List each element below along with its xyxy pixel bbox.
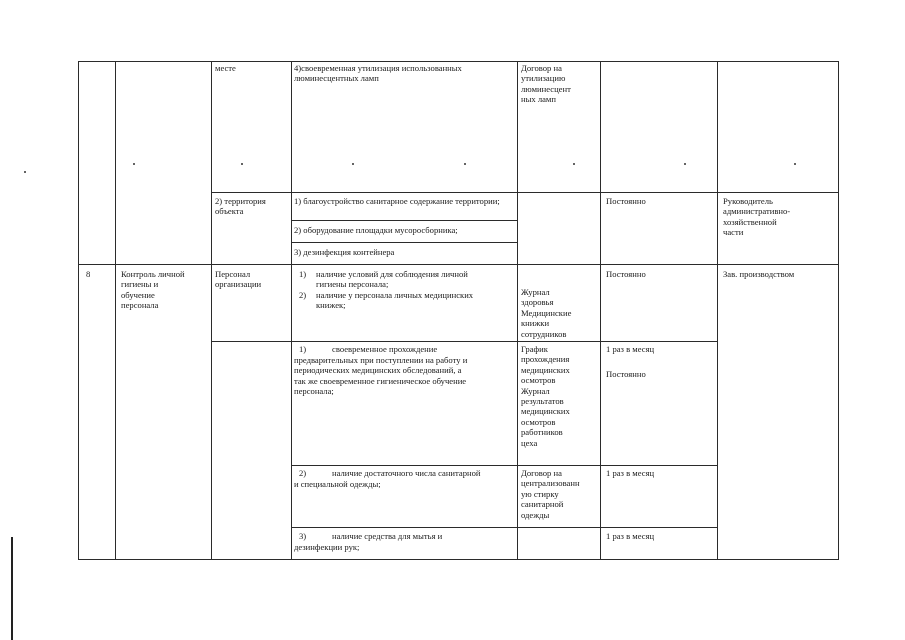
responsible-cell: Руководитель административно- хозяйственной части xyxy=(723,196,791,238)
list-number: 3) xyxy=(299,531,307,541)
column-divider xyxy=(115,61,116,560)
list-item-lead: наличие средства для мытья и xyxy=(332,531,443,541)
scan-speck xyxy=(573,163,575,165)
column-divider xyxy=(517,61,518,560)
period-cell: Постоянно xyxy=(606,196,646,206)
period-cell: Постоянно xyxy=(606,269,646,279)
row-divider xyxy=(291,465,718,466)
list-number: 1) xyxy=(299,344,307,354)
object-cell: Персонал организации xyxy=(215,269,262,290)
cell-divider xyxy=(291,242,517,243)
row-divider xyxy=(291,527,718,528)
table-bottom-border xyxy=(78,559,839,560)
table-top-border xyxy=(78,61,839,62)
list-item: и специальной одежды; xyxy=(294,479,381,489)
row-number: 8 xyxy=(86,269,91,279)
column-divider xyxy=(717,61,718,560)
place-cell: месте xyxy=(215,63,236,73)
responsible-cell: Зав. производством xyxy=(723,269,795,279)
measure-item: 1) благоустройство санитарное содержание территории; xyxy=(294,196,500,206)
column-divider xyxy=(600,61,601,560)
list-item: дезинфекции рук; xyxy=(294,542,360,552)
row-divider xyxy=(78,264,839,265)
scan-edge-mark xyxy=(11,537,13,640)
list-number: 2) xyxy=(299,290,307,300)
document-cell: Договор на централизованн ую стирку санитарной одежды xyxy=(521,468,580,520)
document-cell: Договор на утилизацию люминесцент ных ламп xyxy=(521,63,571,105)
scan-speck xyxy=(464,163,466,165)
list-number: 1) xyxy=(299,269,307,279)
table-right-border xyxy=(838,61,839,560)
list-item-lead: наличие достаточного числа санитарной xyxy=(332,468,481,478)
measure-item: 2) оборудование площадки мусоросборника; xyxy=(294,225,458,235)
list-item: наличие у персонала личных медицинских книжек; xyxy=(316,290,474,311)
list-item-lead: своевременное прохождение xyxy=(332,344,438,354)
list-number: 2) xyxy=(299,468,307,478)
column-divider xyxy=(211,61,212,560)
object-cell: 2) территория объекта xyxy=(215,196,266,217)
document-cell: Журнал здоровья Медицинские книжки сотрудников xyxy=(521,287,572,339)
period-cell: 1 раз в месяц xyxy=(606,531,655,541)
measure-cell: 4)своевременная утилизация использованных люминесцентных ламп xyxy=(294,63,462,84)
scan-speck xyxy=(684,163,686,165)
list-item: наличие условий для соблюдения личной гигиены персонала; xyxy=(316,269,468,290)
period-cell: 1 раз в месяц xyxy=(606,344,655,354)
period-cell: Постоянно xyxy=(606,369,646,379)
row-divider xyxy=(211,341,718,342)
scan-speck xyxy=(352,163,354,165)
table-left-border xyxy=(78,61,79,560)
scan-speck xyxy=(133,163,135,165)
list-item: предварительных при поступлении на работу и периодических медицинских обследований, а так же своевременное гигиеническое обучение персонала; xyxy=(294,355,468,397)
column-divider xyxy=(291,61,292,560)
scan-speck xyxy=(241,163,243,165)
cell-divider xyxy=(291,220,517,221)
subject-cell: Контроль личной гигиены и обучение персонала xyxy=(121,269,185,311)
measure-item: 3) дезинфекция контейнера xyxy=(294,247,395,257)
period-cell: 1 раз в месяц xyxy=(606,468,655,478)
scan-speck xyxy=(24,171,26,173)
document-cell: График прохождения медицинских осмотров Журнал результатов медицинских осмотров работников цеха xyxy=(521,344,570,448)
row-divider xyxy=(211,192,839,193)
scan-speck xyxy=(794,163,796,165)
